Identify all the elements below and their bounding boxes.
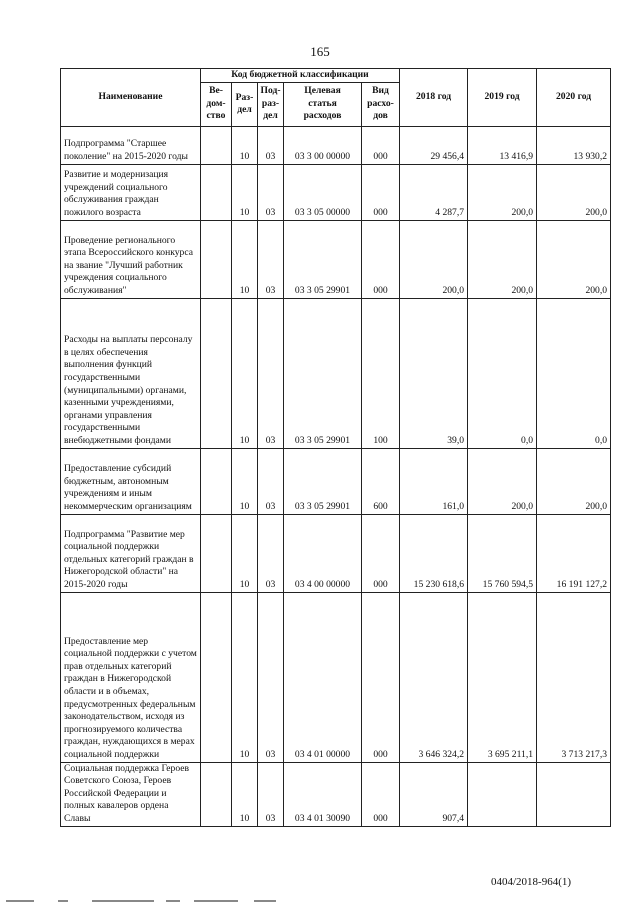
row-value-2020 bbox=[537, 762, 611, 826]
row-value-2019: 13 416,9 bbox=[468, 126, 537, 164]
row-celevaya-statya: 03 3 05 29901 bbox=[284, 298, 362, 448]
table-row bbox=[61, 448, 611, 514]
table-row bbox=[61, 298, 611, 448]
row-vedomstvo bbox=[201, 126, 232, 164]
row-value-2018: 161,0 bbox=[400, 448, 468, 514]
row-value-2020: 3 713 217,3 bbox=[537, 592, 611, 762]
row-vid-rashodov: 000 bbox=[362, 220, 400, 298]
row-value-2019: 200,0 bbox=[468, 220, 537, 298]
row-podrazdel: 03 bbox=[258, 592, 284, 762]
row-vid-rashodov: 000 bbox=[362, 762, 400, 826]
header-vid-rashodov: Вид расхо- дов bbox=[362, 82, 400, 126]
row-value-2019: 200,0 bbox=[468, 164, 537, 220]
row-value-2019 bbox=[468, 762, 537, 826]
row-podrazdel: 03 bbox=[258, 220, 284, 298]
row-value-2020: 200,0 bbox=[537, 164, 611, 220]
header-razdel: Раз- дел bbox=[232, 82, 258, 126]
row-value-2018: 3 646 324,2 bbox=[400, 592, 468, 762]
row-value-2018: 907,4 bbox=[400, 762, 468, 826]
table-row bbox=[61, 220, 611, 298]
header-year-2018: 2018 год bbox=[400, 69, 468, 127]
row-podrazdel: 03 bbox=[258, 126, 284, 164]
header-classification-group: Код бюджетной классификации bbox=[201, 69, 400, 83]
row-value-2018: 29 456,4 bbox=[400, 126, 468, 164]
row-razdel: 10 bbox=[232, 126, 258, 164]
row-razdel: 10 bbox=[232, 220, 258, 298]
row-vid-rashodov: 000 bbox=[362, 126, 400, 164]
row-value-2019: 3 695 211,1 bbox=[468, 592, 537, 762]
header-year-2020: 2020 год bbox=[537, 69, 611, 127]
row-celevaya-statya: 03 3 05 29901 bbox=[284, 220, 362, 298]
row-razdel: 10 bbox=[232, 298, 258, 448]
row-razdel: 10 bbox=[232, 164, 258, 220]
row-vedomstvo bbox=[201, 298, 232, 448]
row-value-2018: 4 287,7 bbox=[400, 164, 468, 220]
page-number: 165 bbox=[310, 44, 330, 59]
document-number: 0404/2018-964(1) bbox=[491, 876, 572, 888]
row-vid-rashodov: 000 bbox=[362, 592, 400, 762]
row-vedomstvo bbox=[201, 448, 232, 514]
row-value-2020: 200,0 bbox=[537, 448, 611, 514]
row-value-2019: 15 760 594,5 bbox=[468, 514, 537, 592]
row-podrazdel: 03 bbox=[258, 298, 284, 448]
header-year-2019: 2019 год bbox=[468, 69, 537, 127]
row-vedomstvo bbox=[201, 592, 232, 762]
row-vid-rashodov: 000 bbox=[362, 164, 400, 220]
header-name: Наименование bbox=[61, 69, 201, 127]
row-name: Подпрограмма "Старшее поколение" на 2015-2020 годы bbox=[61, 126, 201, 164]
row-value-2018: 15 230 618,6 bbox=[400, 514, 468, 592]
row-name: Предоставление мер социальной поддержки с учетом прав отдельных категорий граждан в Нижегородской области и в объемах, предусмотренных федеральным законодательством, исходя из прогнозируемого количества граждан, нуждающихся в мерах социальной поддержки bbox=[61, 592, 201, 762]
row-value-2020: 0,0 bbox=[537, 298, 611, 448]
header-celevaya-statya: Целевая статья расходов bbox=[284, 82, 362, 126]
table-row bbox=[61, 762, 611, 826]
row-celevaya-statya: 03 3 05 00000 bbox=[284, 164, 362, 220]
table-row bbox=[61, 514, 611, 592]
row-vedomstvo bbox=[201, 762, 232, 826]
row-celevaya-statya: 03 4 00 00000 bbox=[284, 514, 362, 592]
row-name: Развитие и модернизация учреждений социального обслуживания граждан пожилого возраста bbox=[61, 164, 201, 220]
header-podrazdel: Под- раз- дел bbox=[258, 82, 284, 126]
row-razdel: 10 bbox=[232, 448, 258, 514]
row-celevaya-statya: 03 4 01 00000 bbox=[284, 592, 362, 762]
table-row bbox=[61, 164, 611, 220]
row-value-2020: 200,0 bbox=[537, 220, 611, 298]
row-vid-rashodov: 100 bbox=[362, 298, 400, 448]
row-name: Социальная поддержка Героев Советского Союза, Героев Российской Федерации и полных кавалеров ордена Славы bbox=[61, 762, 201, 826]
row-podrazdel: 03 bbox=[258, 514, 284, 592]
row-value-2018: 200,0 bbox=[400, 220, 468, 298]
row-celevaya-statya: 03 4 01 30090 bbox=[284, 762, 362, 826]
row-celevaya-statya: 03 3 05 29901 bbox=[284, 448, 362, 514]
row-podrazdel: 03 bbox=[258, 164, 284, 220]
row-value-2019: 0,0 bbox=[468, 298, 537, 448]
row-value-2020: 16 191 127,2 bbox=[537, 514, 611, 592]
row-name: Расходы на выплаты персоналу в целях обеспечения выполнения функций государственными (муниципальными) органами, казенными учреждениями, органами управления государственными внебюджетными фондами bbox=[61, 298, 201, 448]
row-name: Предоставление субсидий бюджетным, автономным учреждениям и иным некоммерческим организациям bbox=[61, 448, 201, 514]
row-vedomstvo bbox=[201, 164, 232, 220]
row-name: Проведение регионального этапа Всероссийского конкурса на звание "Лучший работник учреждения социального обслуживания" bbox=[61, 220, 201, 298]
row-razdel: 10 bbox=[232, 514, 258, 592]
scan-edge-artifact bbox=[0, 896, 640, 905]
row-value-2019: 200,0 bbox=[468, 448, 537, 514]
table-row bbox=[61, 592, 611, 762]
row-vedomstvo bbox=[201, 514, 232, 592]
table-row bbox=[61, 126, 611, 164]
header-vedomstvo: Ве- дом- ство bbox=[201, 82, 232, 126]
row-vid-rashodov: 600 bbox=[362, 448, 400, 514]
row-razdel: 10 bbox=[232, 592, 258, 762]
row-podrazdel: 03 bbox=[258, 448, 284, 514]
budget-table bbox=[60, 68, 611, 827]
row-name: Подпрограмма "Развитие мер социальной поддержки отдельных категорий граждан в Нижегородской области" на 2015-2020 годы bbox=[61, 514, 201, 592]
row-vedomstvo bbox=[201, 220, 232, 298]
row-celevaya-statya: 03 3 00 00000 bbox=[284, 126, 362, 164]
row-vid-rashodov: 000 bbox=[362, 514, 400, 592]
row-value-2018: 39,0 bbox=[400, 298, 468, 448]
row-podrazdel: 03 bbox=[258, 762, 284, 826]
row-razdel: 10 bbox=[232, 762, 258, 826]
row-value-2020: 13 930,2 bbox=[537, 126, 611, 164]
